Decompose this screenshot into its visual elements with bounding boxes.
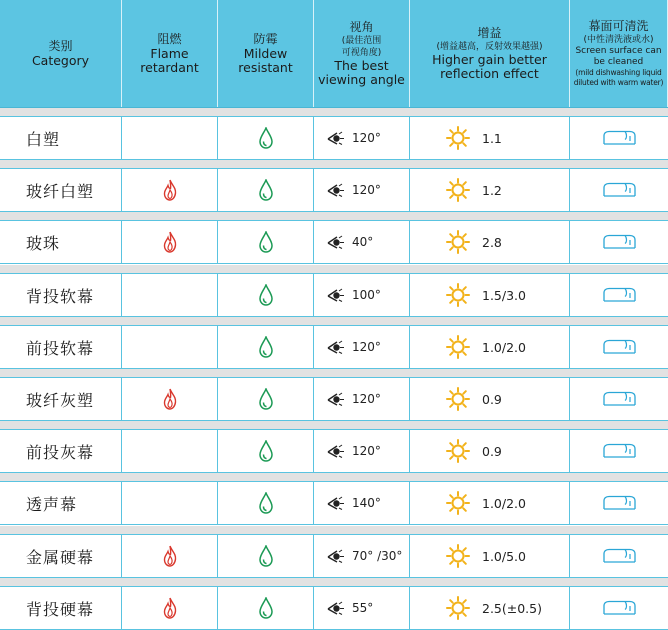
flame-cell (122, 430, 218, 472)
angle-cell (314, 221, 410, 263)
gain-cell (410, 274, 570, 316)
table-row (0, 377, 668, 421)
gain-value: 2.8 (482, 234, 502, 250)
flame-icon (163, 597, 177, 619)
category-name (0, 378, 122, 420)
angle-cell (314, 587, 410, 629)
angle-cell (314, 378, 410, 420)
category-name-text: 玻珠 (26, 233, 61, 253)
eye-icon (326, 235, 346, 249)
gain-cell (410, 169, 570, 211)
gain-value: 0.9 (482, 443, 502, 459)
mildew-cell (218, 378, 314, 420)
sun-icon (446, 230, 470, 254)
flame-cell (122, 117, 218, 159)
eye-icon (326, 444, 346, 458)
mildew-cell (218, 430, 314, 472)
gain-cell (410, 117, 570, 159)
water-drop-icon (259, 545, 273, 567)
header-angle-cn-small-1: (最佳范围 (341, 36, 382, 46)
sponge-icon (601, 443, 637, 459)
water-drop-icon (259, 179, 273, 201)
clean-cell (570, 117, 668, 159)
clean-cell (570, 587, 668, 629)
water-drop-icon (259, 284, 273, 306)
sun-icon (446, 439, 470, 463)
mildew-cell (218, 274, 314, 316)
sun-icon (446, 335, 470, 359)
angle-cell (314, 169, 410, 211)
header-angle-en-2: viewing angle (318, 72, 405, 87)
mildew-cell (218, 117, 314, 159)
header-gain-cn: 增益 (477, 26, 502, 40)
flame-icon (163, 179, 177, 201)
category-name (0, 169, 122, 211)
angle-cell (314, 430, 410, 472)
sun-icon (446, 387, 470, 411)
header-angle (314, 0, 410, 107)
gain-value: 0.9 (482, 391, 502, 407)
gain-cell (410, 378, 570, 420)
water-drop-icon (259, 231, 273, 253)
header-category (0, 0, 122, 107)
angle-value: 140° (352, 496, 381, 510)
angle-cell (314, 117, 410, 159)
angle-value: 55° (352, 601, 374, 615)
sponge-icon (601, 287, 637, 303)
category-name-text: 前投灰幕 (26, 442, 95, 462)
flame-icon (163, 231, 177, 253)
header-clean-en-4: diluted with warm water) (573, 78, 664, 87)
header-flame-en-1: Flame (150, 46, 189, 61)
angle-value: 120° (352, 444, 381, 458)
flame-cell (122, 326, 218, 368)
angle-cell (314, 482, 410, 524)
category-name-text: 玻纤灰塑 (26, 390, 95, 410)
sponge-icon (601, 339, 637, 355)
flame-cell (122, 169, 218, 211)
eye-icon (326, 496, 346, 510)
clean-cell (570, 535, 668, 577)
category-name (0, 221, 122, 263)
header-angle-cn-small-2: 可视角度) (341, 48, 382, 58)
category-name-text: 玻纤白塑 (26, 181, 95, 201)
table-row (0, 325, 668, 369)
angle-value: 120° (352, 340, 381, 354)
header-gain-en-1: Higher gain better (432, 52, 547, 67)
angle-value: 120° (352, 183, 381, 197)
mildew-cell (218, 587, 314, 629)
angle-value: 70° /30° (352, 549, 403, 563)
eye-icon (326, 392, 346, 406)
sun-icon (446, 178, 470, 202)
mildew-cell (218, 326, 314, 368)
flame-cell (122, 274, 218, 316)
header-category-cn: 类别 (48, 39, 73, 53)
gain-cell (410, 535, 570, 577)
gain-cell (410, 587, 570, 629)
eye-icon (326, 131, 346, 145)
header-category-en: Category (31, 53, 90, 68)
category-name (0, 117, 122, 159)
angle-value: 120° (352, 392, 381, 406)
gain-cell (410, 326, 570, 368)
table-row (0, 534, 668, 578)
sun-icon (446, 596, 470, 620)
flame-icon (163, 545, 177, 567)
gain-cell (410, 221, 570, 263)
angle-value: 120° (352, 131, 381, 145)
sun-icon (446, 126, 470, 150)
table-row (0, 481, 668, 525)
water-drop-icon (259, 440, 273, 462)
sponge-icon (601, 548, 637, 564)
clean-cell (570, 326, 668, 368)
clean-cell (570, 430, 668, 472)
table-row (0, 429, 668, 473)
water-drop-icon (259, 492, 273, 514)
table-row (0, 168, 668, 212)
angle-value: 100° (352, 288, 381, 302)
header-mildew-en-2: resistant (238, 60, 293, 75)
gain-cell (410, 430, 570, 472)
mildew-cell (218, 482, 314, 524)
clean-cell (570, 482, 668, 524)
header-clean-en-3: (mild dishwashing liquid (575, 68, 662, 77)
category-name (0, 326, 122, 368)
header-clean-cn: 幕面可清洗 (588, 19, 649, 33)
flame-cell (122, 587, 218, 629)
sponge-icon (601, 182, 637, 198)
table-row (0, 586, 668, 630)
category-name (0, 430, 122, 472)
header-clean-en-2: be cleaned (593, 57, 644, 67)
sun-icon (446, 491, 470, 515)
angle-value: 40° (352, 235, 374, 249)
eye-icon (326, 549, 346, 563)
flame-icon (163, 388, 177, 410)
angle-cell (314, 274, 410, 316)
header-mildew-en-1: Mildew (243, 46, 288, 61)
sponge-icon (601, 495, 637, 511)
clean-cell (570, 378, 668, 420)
category-name (0, 587, 122, 629)
gain-value: 1.2 (482, 182, 502, 198)
water-drop-icon (259, 336, 273, 358)
mildew-cell (218, 535, 314, 577)
category-name-text: 白塑 (26, 129, 61, 149)
header-angle-cn: 视角 (349, 20, 374, 34)
category-name-text: 透声幕 (26, 494, 78, 514)
angle-cell (314, 326, 410, 368)
water-drop-icon (259, 127, 273, 149)
eye-icon (326, 183, 346, 197)
clean-cell (570, 274, 668, 316)
sponge-icon (601, 600, 637, 616)
header-angle-en-1: The best (334, 58, 389, 73)
category-name-text: 背投硬幕 (26, 599, 95, 619)
eye-icon (326, 288, 346, 302)
header-gain-cn-small: (增益越高，反射效果越强) (436, 42, 543, 52)
header-clean-en-1: Screen surface can (575, 46, 662, 56)
eye-icon (326, 340, 346, 354)
category-name-text: 前投软幕 (26, 338, 95, 358)
flame-cell (122, 221, 218, 263)
category-name (0, 274, 122, 316)
eye-icon (326, 601, 346, 615)
header-clean (570, 0, 668, 107)
angle-cell (314, 535, 410, 577)
gain-value: 1.5/3.0 (482, 287, 526, 303)
table-row (0, 116, 668, 160)
header-gain (410, 0, 570, 107)
flame-cell (122, 535, 218, 577)
gain-value: 1.1 (482, 130, 502, 146)
flame-cell (122, 378, 218, 420)
table-row (0, 220, 668, 264)
gain-value: 1.0/2.0 (482, 339, 526, 355)
header-flame-cn: 阻燃 (157, 32, 182, 46)
gain-value: 1.0/2.0 (482, 495, 526, 511)
gain-value: 1.0/5.0 (482, 548, 526, 564)
category-name-text: 背投软幕 (26, 286, 95, 306)
clean-cell (570, 221, 668, 263)
table-header (0, 0, 668, 108)
mildew-cell (218, 169, 314, 211)
sun-icon (446, 283, 470, 307)
header-gain-en-2: reflection effect (440, 66, 539, 81)
header-flame (122, 0, 218, 107)
header-mildew-cn: 防霉 (253, 32, 278, 46)
gain-cell (410, 482, 570, 524)
gain-value: 2.5(±0.5) (482, 600, 542, 616)
sponge-icon (601, 391, 637, 407)
water-drop-icon (259, 597, 273, 619)
sun-icon (446, 544, 470, 568)
sponge-icon (601, 130, 637, 146)
category-name (0, 482, 122, 524)
water-drop-icon (259, 388, 273, 410)
header-mildew (218, 0, 314, 107)
sponge-icon (601, 234, 637, 250)
table-row (0, 273, 668, 317)
mildew-cell (218, 221, 314, 263)
category-name (0, 535, 122, 577)
header-clean-cn-small: (中性清洗液或水) (583, 35, 654, 45)
flame-cell (122, 482, 218, 524)
clean-cell (570, 169, 668, 211)
category-name-text: 金属硬幕 (26, 547, 95, 567)
header-flame-en-2: retardant (140, 60, 199, 75)
